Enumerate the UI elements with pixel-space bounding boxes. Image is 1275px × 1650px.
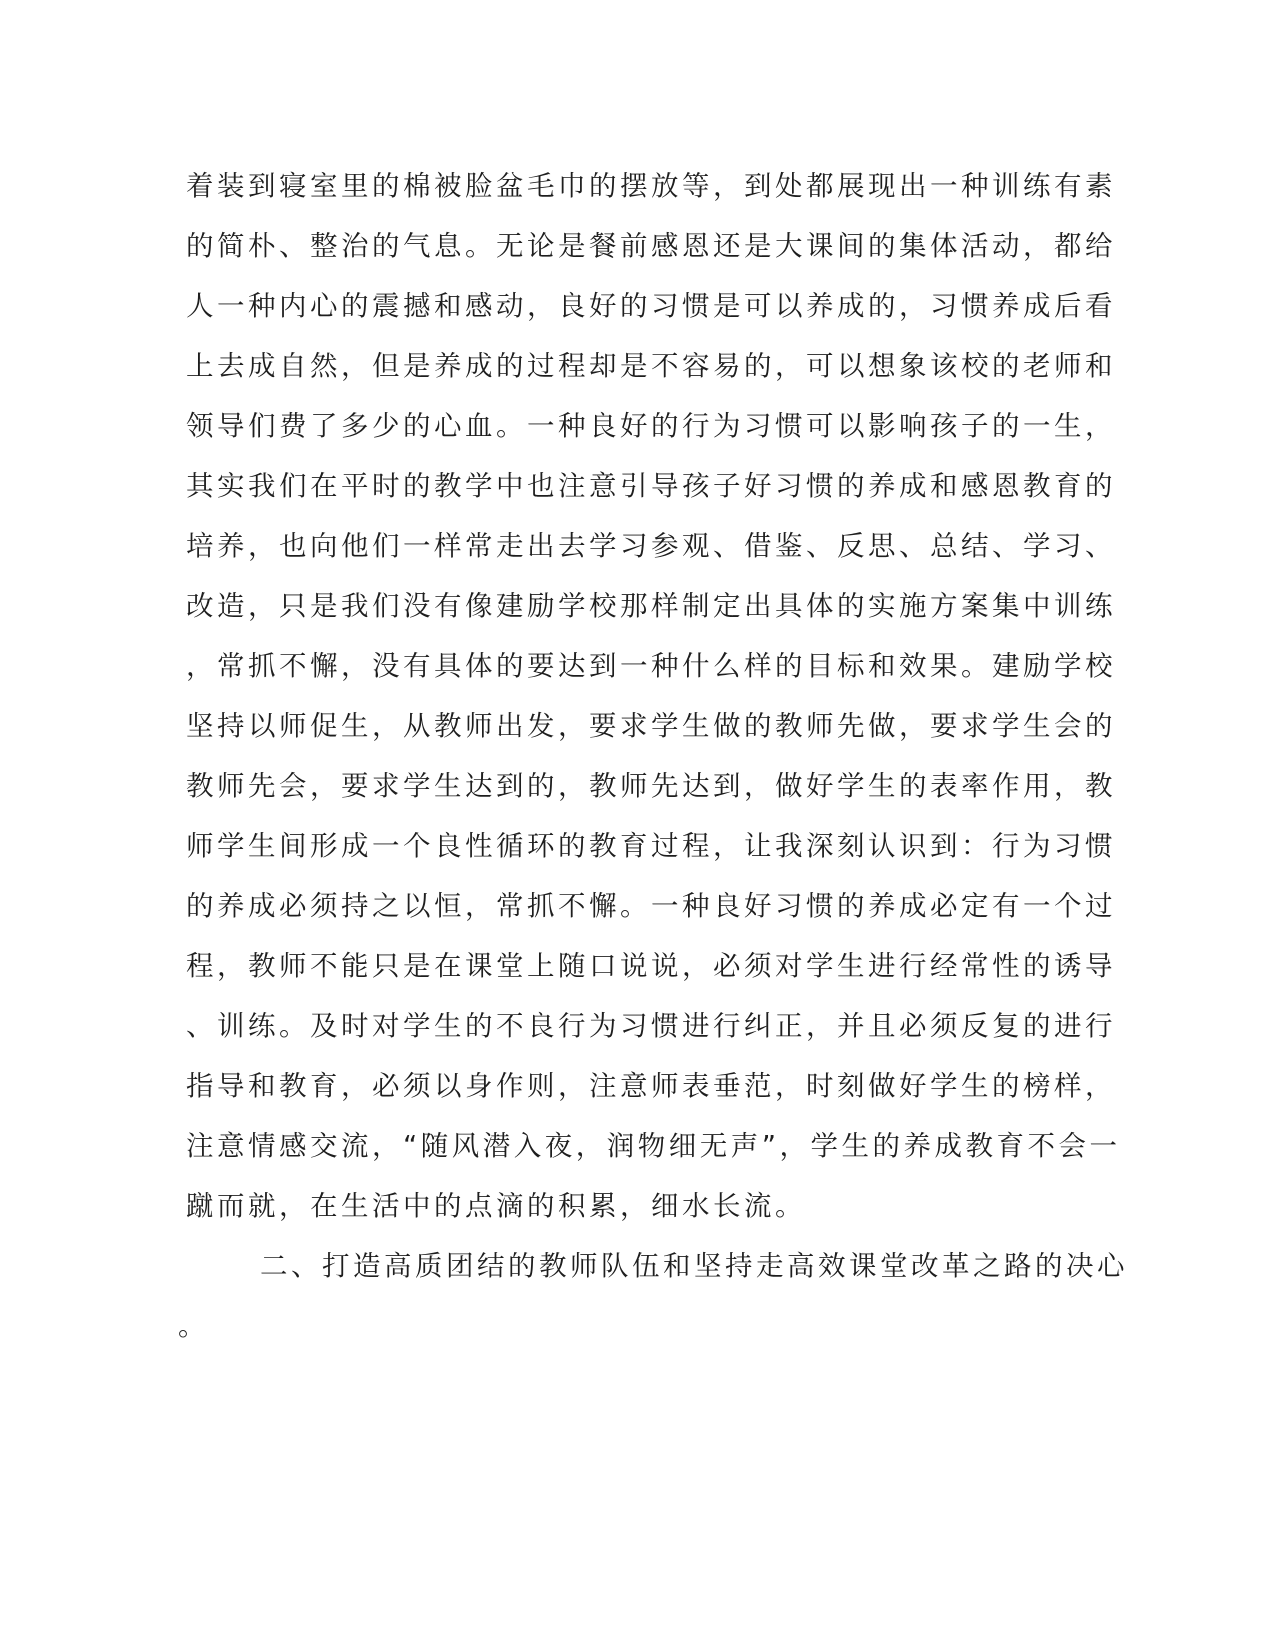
text-line: 坚持以师促生，从教师出发，要求学生做的教师先做，要求学生会的 (186, 710, 1116, 742)
text-line: 人一种内心的震撼和感动，良好的习惯是可以养成的，习惯养成后看 (186, 290, 1116, 322)
text-line: ，常抓不懈，没有具体的要达到一种什么样的目标和效果。建励学校 (186, 650, 1116, 682)
text-line: 着装到寝室里的棉被脸盆毛巾的摆放等，到处都展现出一种训练有素 (186, 170, 1116, 202)
text-line: 改造，只是我们没有像建励学校那样制定出具体的实施方案集中训练 (186, 590, 1116, 622)
text-line: 的简朴、整治的气息。无论是餐前感恩还是大课间的集体活动，都给 (186, 230, 1116, 262)
section-heading-tail: 。 (178, 1310, 209, 1342)
text-line: 领导们费了多少的心血。一种良好的行为习惯可以影响孩子的一生， (186, 410, 1116, 442)
text-line: 蹴而就，在生活中的点滴的积累，细水长流。 (186, 1190, 806, 1222)
text-line: 上去成自然，但是养成的过程却是不容易的，可以想象该校的老师和 (186, 350, 1116, 382)
body-text (178, 156, 1128, 1356)
text-line: 培养，也向他们一样常走出去学习参观、借鉴、反思、总结、学习、 (186, 530, 1116, 562)
text-line: 注意情感交流，“随风潜入夜，润物细无声”，学生的养成教育不会一 (186, 1130, 1121, 1162)
text-line: 其实我们在平时的教学中也注意引导孩子好习惯的养成和感恩教育的 (186, 470, 1116, 502)
text-line: 教师先会，要求学生达到的，教师先达到，做好学生的表率作用，教 (186, 770, 1116, 802)
text-line: 的养成必须持之以恒，常抓不懈。一种良好习惯的养成必定有一个过 (186, 890, 1116, 922)
section-heading: 二、打造高质团结的教师队伍和坚持走高效课堂改革之路的决心 (260, 1250, 1128, 1282)
text-line: 程，教师不能只是在课堂上随口说说，必须对学生进行经常性的诱导 (186, 950, 1116, 982)
text-line: 指导和教育，必须以身作则，注意师表垂范，时刻做好学生的榜样， (186, 1070, 1116, 1102)
text-line: 师学生间形成一个良性循环的教育过程，让我深刻认识到：行为习惯 (186, 830, 1116, 862)
text-line: 、训练。及时对学生的不良行为习惯进行纠正，并且必须反复的进行 (186, 1010, 1116, 1042)
